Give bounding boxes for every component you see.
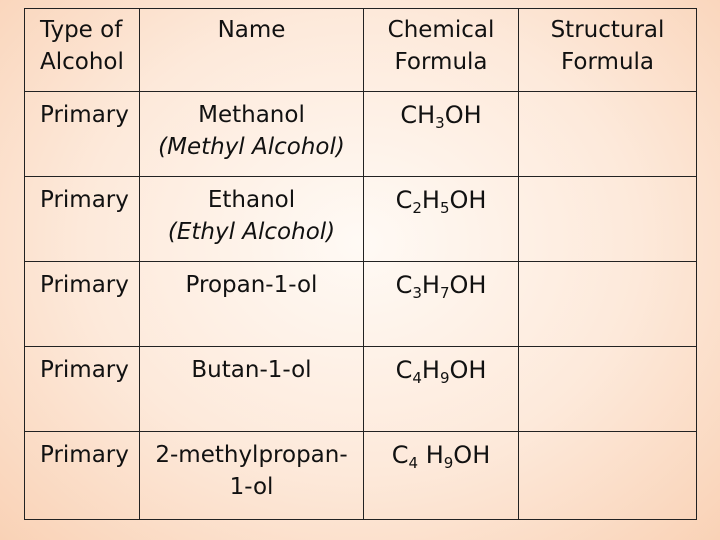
- cell-chemical-formula: [364, 347, 519, 432]
- cell-chemical-formula: [364, 92, 519, 177]
- header-structural-line-2: Formula: [561, 49, 654, 75]
- cell-name: [140, 347, 364, 432]
- chemical-formula: $C_4$ $H_9OH$: [391, 441, 491, 472]
- header-name: [140, 9, 364, 92]
- alcohol-name: Ethanol: [207, 187, 296, 213]
- alcohol-name: Butan-1-ol: [191, 357, 312, 383]
- cell-type: Primary: [25, 432, 140, 520]
- header-type-of-alcohol: [25, 9, 140, 92]
- alcohol-name: Propan-1-ol: [185, 272, 318, 298]
- chemical-formula: $C_4H_9OH$: [395, 356, 487, 387]
- cell-type: Primary: [25, 262, 140, 347]
- header-name-label: Name: [217, 17, 286, 43]
- cell-structural-formula: [519, 432, 697, 520]
- cell-name: [140, 92, 364, 177]
- header-formula-line-1: Chemical: [387, 17, 495, 43]
- alcohol-common-name: (Methyl Alcohol): [158, 134, 345, 160]
- table-row: [25, 432, 697, 520]
- alcohol-name-line-2: 1-ol: [229, 474, 274, 500]
- cell-structural-formula: [519, 92, 697, 177]
- alcohol-name: Methanol: [198, 102, 305, 128]
- header-chemical-formula: [364, 9, 519, 92]
- table-header-row: [25, 9, 697, 92]
- cell-chemical-formula: [364, 432, 519, 520]
- table-row: [25, 347, 697, 432]
- alcohol-name-line-1: 2-methylpropan-: [155, 442, 348, 468]
- chemical-formula: $C_2H_5OH$: [395, 186, 487, 217]
- cell-type: Primary: [25, 177, 140, 262]
- table-row: [25, 262, 697, 347]
- header-structural-line-1: Structural: [550, 17, 665, 43]
- chemical-formula: $C_3H_7OH$: [395, 271, 487, 302]
- alcohol-table: [24, 8, 697, 520]
- cell-type: Primary: [25, 347, 140, 432]
- header-formula-line-2: Formula: [394, 49, 488, 75]
- cell-chemical-formula: [364, 262, 519, 347]
- chemical-formula: $CH_3OH$: [400, 101, 482, 132]
- table-row: [25, 92, 697, 177]
- cell-structural-formula: [519, 177, 697, 262]
- cell-type: Primary: [25, 92, 140, 177]
- cell-name: [140, 262, 364, 347]
- cell-structural-formula: [519, 262, 697, 347]
- cell-name: [140, 177, 364, 262]
- cell-name: [140, 432, 364, 520]
- cell-structural-formula: [519, 347, 697, 432]
- header-type-line-2: Alcohol: [40, 49, 124, 75]
- table-row: [25, 177, 697, 262]
- alcohol-common-name: (Ethyl Alcohol): [167, 219, 336, 245]
- header-type-line-1: Type of: [40, 17, 123, 43]
- header-structural-formula: [519, 9, 697, 92]
- cell-chemical-formula: [364, 177, 519, 262]
